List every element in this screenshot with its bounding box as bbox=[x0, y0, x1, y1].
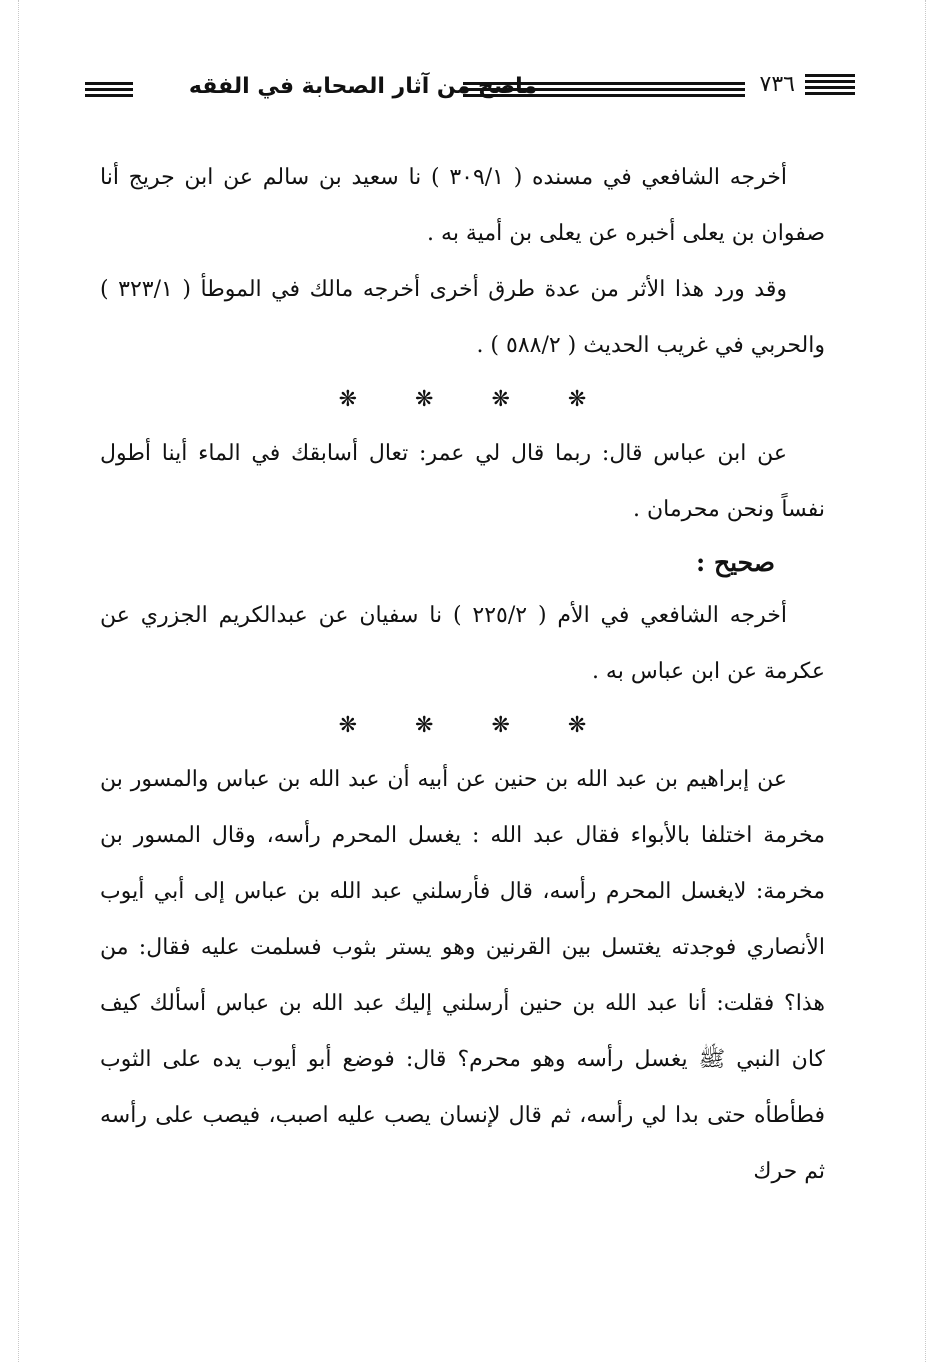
page-rule-right bbox=[925, 0, 926, 1362]
page-number: ٧٣٦ bbox=[759, 72, 795, 97]
page-rule-left bbox=[18, 0, 19, 1362]
paragraph-takhrij-2: وقد ورد هذا الأثر من عدة طرق أخرى أخرجه مالك في الموطأ ( ٣٢٣/١ ) والحربي في غريب الحديث ( ٥٨٨/٢ ) . bbox=[100, 277, 825, 358]
page-header bbox=[85, 70, 855, 110]
paragraph-athar-2: عن إبراهيم بن عبد الله بن حنين عن أبيه أن عبد الله بن عباس والمسور بن مخرمة اختلفا بالأبواء فقال عبد الله : يغسل المحرم رأسه، وقال المسور بن مخرمة: لايغسل المحرم رأسه، قال فأرسلني عبد الله بن عباس إلى أبي أيوب الأنصاري فوجدته يغتسل بين القرنين وهو يستر بثوب فسلمت عليه فقال: من هذا؟ فقلت: أنا عبد الله بن حنين أرسلني إليك عبد الله بن عباس أسألك كيف كان النبي ﷺ يغسل رأسه وهو محرم؟ قال: فوضع أبو أيوب يده على الثوب فطأطأه حتى بدا لي رأسه، ثم قال لإنسان يصب عليه اصبب، فيصب على رأسه ثم حرك bbox=[100, 767, 825, 1184]
paragraph-takhrij-1: أخرجه الشافعي في مسنده ( ٣٠٩/١ ) نا سعيد بن سالم عن ابن جريج أنا صفوان بن يعلى أخبره عن يعلى بن أمية به . bbox=[100, 165, 825, 246]
header-rule-right bbox=[805, 74, 855, 98]
section-separator: ❋❋❋❋ bbox=[338, 713, 645, 738]
paragraph-athar-1: عن ابن عباس قال: ربما قال لي عمر: تعال أسابقك في الماء أينا أطول نفساً ونحن محرمان . bbox=[100, 441, 825, 522]
header-rule-left bbox=[85, 82, 133, 100]
book-title: ماصح من آثار الصحابة في الفقه bbox=[188, 74, 537, 99]
section-separator: ❋❋❋❋ bbox=[338, 387, 645, 412]
paragraph-takhrij-3: أخرجه الشافعي في الأم ( ٢٢٥/٢ ) نا سفيان عن عبدالكريم الجزري عن عكرمة عن ابن عباس به . bbox=[100, 603, 825, 684]
grading-heading: صحيح : bbox=[696, 548, 775, 577]
page-body bbox=[100, 150, 825, 1200]
